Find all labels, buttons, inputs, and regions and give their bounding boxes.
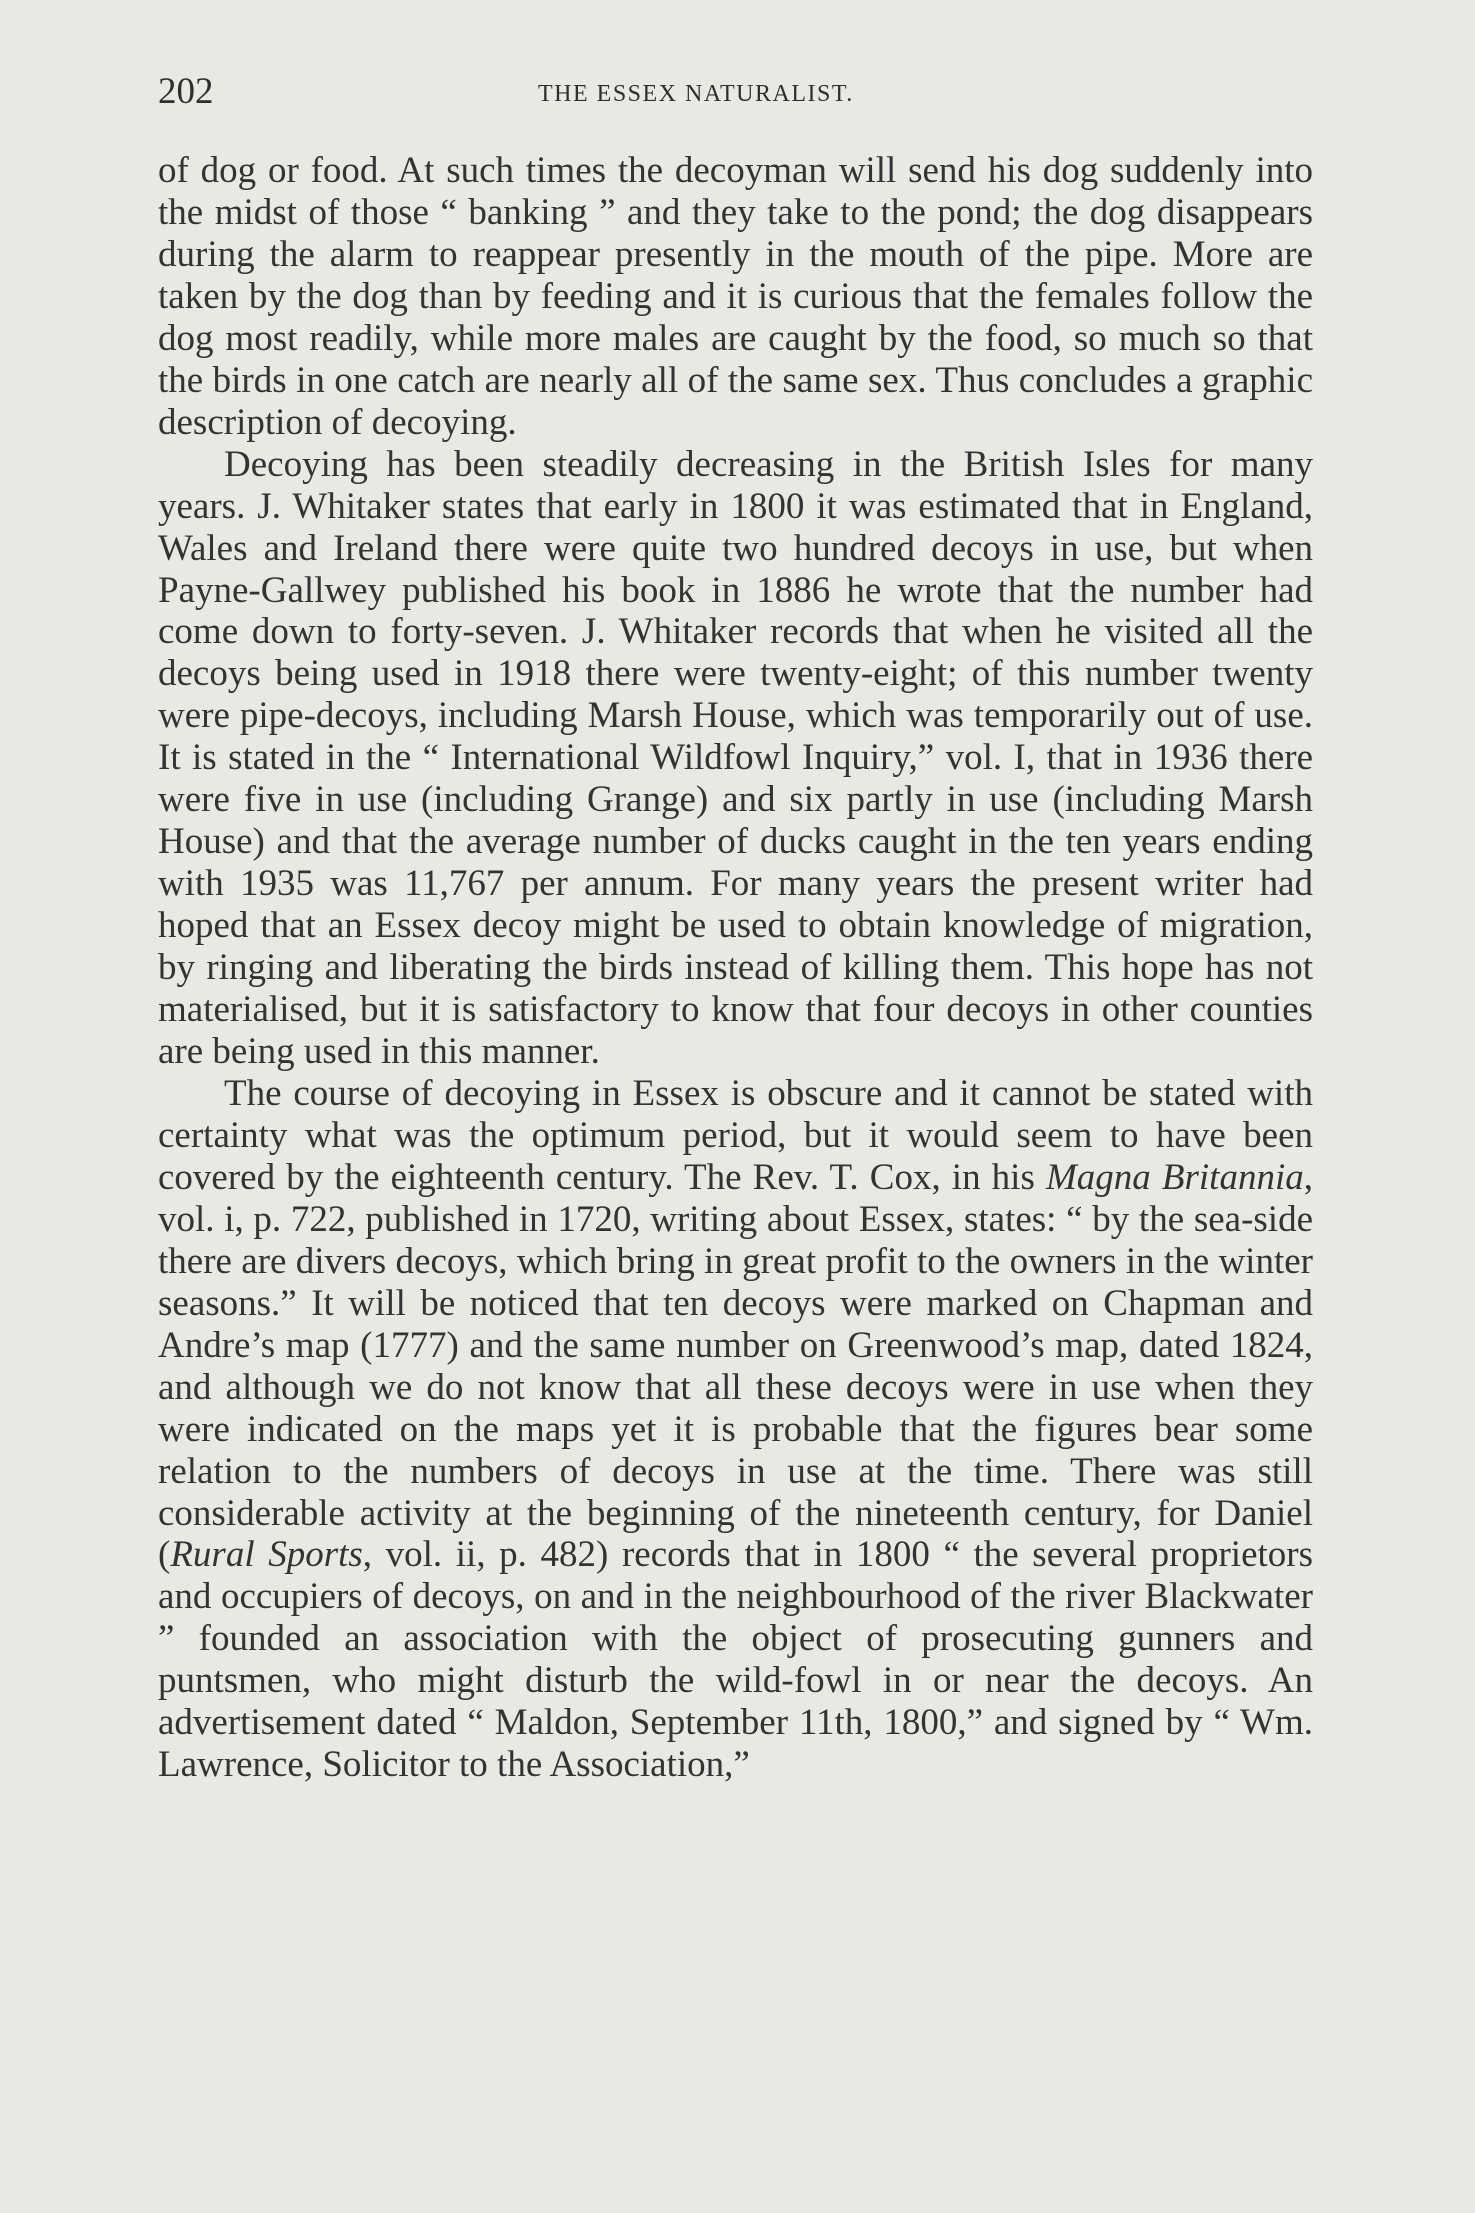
running-head: THE ESSEX NATURALIST. bbox=[538, 81, 854, 107]
paragraph-decoy-decline bbox=[158, 444, 1313, 1073]
paragraph-continuation bbox=[158, 150, 1313, 444]
page-header bbox=[158, 60, 1318, 120]
body-text bbox=[158, 150, 1313, 1786]
text-segment: , vol. i, p. 722, published in 1720, writing about Essex, states: “ by the sea-side there are divers decoys, which bring in great profit to the owners in the winter seasons.” It will be noticed that ten decoys were marked on Chapman and Andre’s map (1777) and the same number on Greenwood’s map, dated 1824, and although we do not know that all these decoys were in use when they were indicated on the maps yet it is probable that the figures bear some relation to the numbers of decoys in use at the time. There was still considerable activity at the beginning of the nineteenth century, for Daniel ( bbox=[158, 1156, 1313, 1576]
text-segment: Decoying has been steadily decreasing in the British Isles for many years. J. Whitaker states that early in 1800 it was estimated that in England, Wales and Ireland there were quite two hundred decoys in use, but when Payne-Gallwey published his book in 1886 he wrote that the number had come down to forty-seven. J. Whitaker records that when he visited all the decoys being used in 1918 there were twenty-eight; of this number twenty were pipe-decoys, including Marsh House, which was temporarily out of use. It is stated in the “ International Wildfowl Inquiry,” vol. I, that in 1936 there were five in use (including Grange) and six partly in use (including Marsh House) and that the average number of ducks caught in the ten years ending with 1935 was 11,767 per annum. For many years the present writer had hoped that an Essex decoy might be used to obtain knowledge of migration, by ringing and liberating the birds instead of killing them. This hope has not materialised, but it is satisfactory to know that four decoys in other counties are being used in this manner. bbox=[158, 443, 1313, 1073]
book-title-rural-sports: Rural Sports bbox=[170, 1534, 363, 1576]
text-segment: of dog or food. At such times the decoyman will send his dog suddenly into the midst of those “ banking ” and they take to the pond; the dog disappears during the alarm to reappear presently in the mouth of the pipe. More are taken by the dog than by feeding and it is curious that the females follow the dog most readily, while more males are caught by the food, so much so that the birds in one catch are nearly all of the same sex. Thus concludes a graphic description of decoying. bbox=[158, 150, 1313, 443]
paragraph-essex-decoying bbox=[158, 1073, 1313, 1786]
page-number: 202 bbox=[158, 71, 214, 112]
text-segment: , vol. ii, p. 482) records that in 1800 “ the several proprietors and occupiers of decoys, on and in the neighbourhood of the river Blackwater ” founded an association with the object of prosecuting gunners and puntsmen, who might disturb the wild-fowl in or near the decoys. An advertisement dated “ Maldon, September 11th, 1800,” and signed by “ Wm. Lawrence, Solicitor to the Association,” bbox=[158, 1534, 1314, 1786]
text-segment: The course of decoying in Essex is obscure and it cannot be stated with certainty what was the optimum period, but it would seem to have been covered by the eighteenth century. The Rev. T. Cox, in his bbox=[158, 1072, 1313, 1198]
book-title-magna-britannia: Magna Britannia bbox=[1045, 1156, 1304, 1198]
